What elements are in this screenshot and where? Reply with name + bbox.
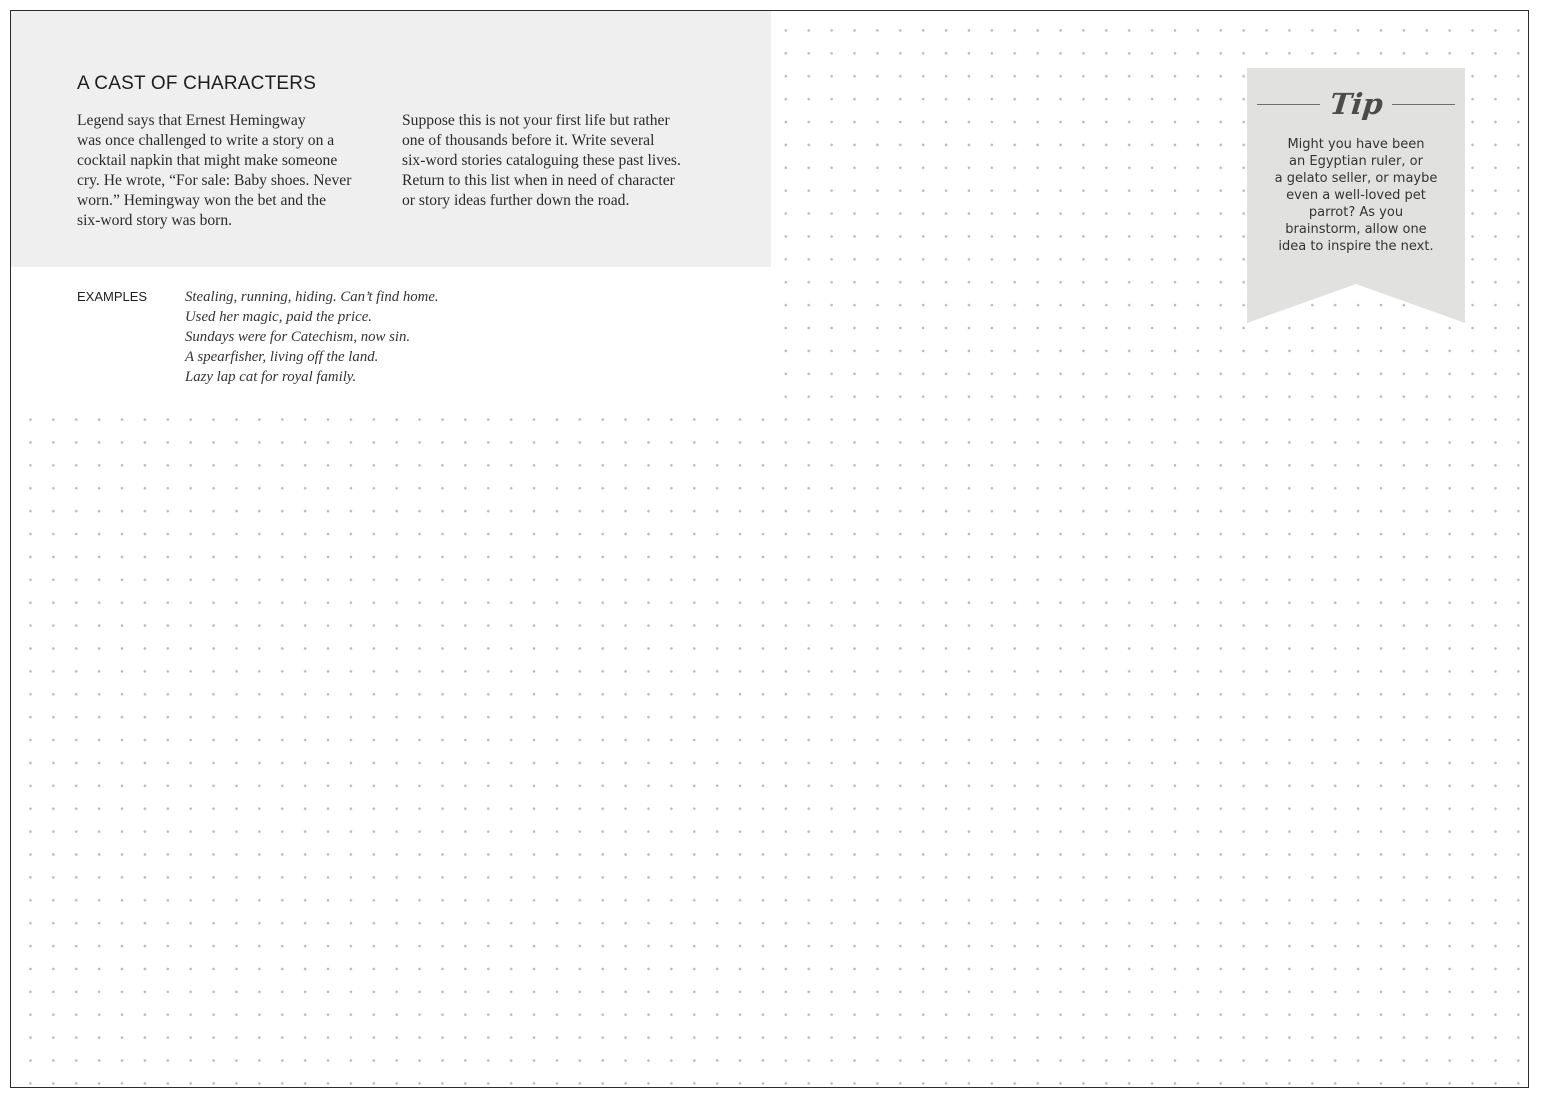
tip-banner [1247,68,1465,323]
tip-title: Tip [1327,87,1385,121]
text-line: a gelato seller, or maybe [1274,171,1438,186]
example-item: A spearfisher, living off the land. [185,349,379,365]
page-title: A CAST OF CHARACTERS [77,73,317,94]
text-line: Might you have been [1287,137,1425,152]
text-line: worn.” Hemingway won the bet and the [77,192,326,209]
text-line: Legend says that Ernest Hemingway [77,112,306,129]
text-line: even a well-loved pet [1286,188,1426,203]
examples-list [185,287,439,387]
example-item: Sundays were for Catechism, now sin. [185,329,411,345]
journal-page [10,10,1529,1088]
example-item: Lazy lap cat for royal family. [185,369,357,385]
text-line: idea to inspire the next. [1278,239,1434,254]
text-line: brainstorm, allow one [1285,222,1427,237]
intro-paragraph-right [402,111,722,211]
divider-right [1392,104,1455,105]
divider-left [1257,104,1320,105]
text-line: or story ideas further down the road. [402,192,630,209]
example-item: Used her magic, paid the price. [185,309,372,325]
text-line: cocktail napkin that might make someone [77,152,338,169]
tip-text [1259,136,1453,255]
text-line: six-word story was born. [77,212,233,229]
text-line: cry. He wrote, “For sale: Baby shoes. Never [77,172,352,189]
intro-paragraph-left [77,111,377,231]
text-line: was once challenged to write a story on a [77,132,335,149]
example-item: Stealing, running, hiding. Can’t find home. [185,289,439,305]
examples-label: EXAMPLES [77,289,148,304]
text-line: parrot? As you [1308,205,1404,220]
text-line: an Egyptian ruler, or [1289,154,1423,169]
text-line: one of thousands before it. Write several [402,132,655,149]
text-line: six-word stories cataloguing these past lives. [402,152,681,169]
text-line: Suppose this is not your first life but rather [402,112,670,129]
text-line: Return to this list when in need of character [402,172,675,189]
tip-header [1257,82,1455,126]
intro-panel [11,11,771,267]
